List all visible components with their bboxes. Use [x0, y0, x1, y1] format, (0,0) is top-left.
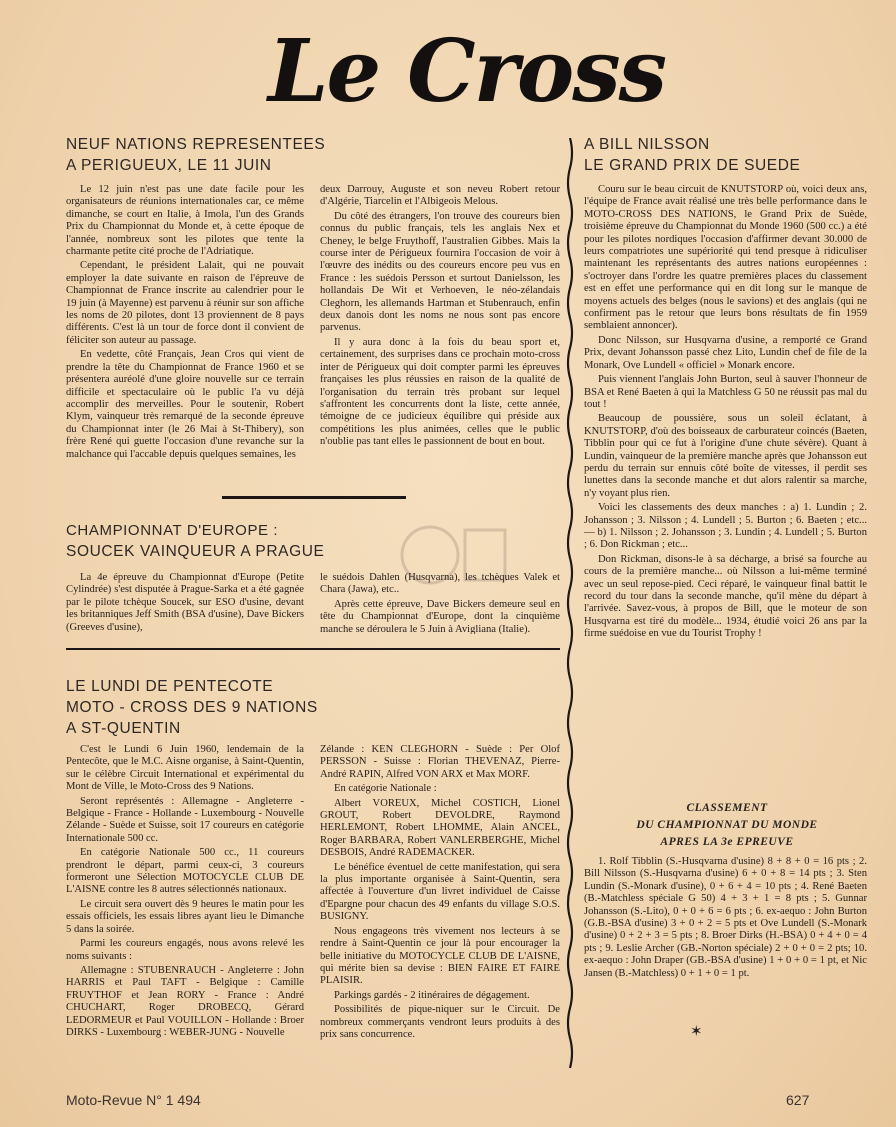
paragraph: Le 12 juin n'est pas une date facile pour les organisateurs de réunions internationales car, ce même dimanche, se court en Italie, à Imola, l'un des Grands Prix du Championnat du Monde et, à cette époque de l'année, nombreux sont les pilotes que tente la charmante petite cité proche de l'Adriatique.: [66, 184, 304, 258]
paragraph: Seront représentés : Allemagne - Angleterre - Belgique - France - Hollande - Luxembourg - Nouvelle Zélande - Suède et Suisse, soit 17 coureurs en catégorie Internationale 500 cc.: [66, 795, 304, 844]
paragraph: Le circuit sera ouvert dès 9 heures le matin pour les essais officiels, les essais libres ayant lieu le Dimanche 5 dans la soirée.: [66, 898, 304, 935]
section-divider: [66, 648, 560, 650]
paragraph: Possibilités de pique-niquer sur le Circuit. De nombreux commerçants vendront leurs produits à des prix sans concurrence.: [320, 1004, 560, 1040]
paragraph: Il y aura donc à la fois du beau sport et, certainement, des surprises dans ce prochain moto-cross inter de Périgueux qui doit compter parmi les épreuves françaises les plus réussies en raison de la qualité de l'organisation du terrain très probant sur lequel s'affrontent les concurrents dont la liste, cette année, témoigne de ce judicieux équilibre qui préside aux compétitions les plus animées, celles que le public n'oublie pas tant elles le passionnent de bout en bout.: [320, 336, 560, 448]
article2-column2: [320, 572, 560, 634]
article1-column2: [320, 184, 560, 480]
article4-heading-line1: A BILL NILSSON: [584, 136, 710, 153]
paragraph: Donc Nilsson, sur Husqvarna d'usine, a remporté ce Grand Prix, devant Johansson passé chez Lito, Lundin chef de file de la Monark, Ove Lundell « officiel » Monark encore.: [584, 334, 867, 371]
article2-heading-line2: SOUCEK VAINQUEUR A PRAGUE: [66, 543, 325, 560]
column-divider: [563, 138, 577, 1068]
classement-results: [584, 856, 867, 1022]
article1-column1: [66, 184, 304, 480]
article3-heading-line2: MOTO - CROSS DES 9 NATIONS: [66, 699, 318, 716]
classement-heading-line1: CLASSEMENT: [686, 802, 768, 814]
paragraph: Parmi les coureurs engagés, nous avons relevé les noms suivants :: [66, 938, 304, 962]
paragraph: La 4e épreuve du Championnat d'Europe (Petite Cylindrée) s'est disputée à Prague-Sarka et a été gagnée par le pilote tchèque Soucek, sur ESO d'usine, devant les britanniques Jeff Smith (BSA d'usine), Dave Bickers (Greeves d'usine),: [66, 572, 304, 633]
paragraph: En vedette, côté Français, Jean Cros qui vient de prendre la tête du Championnat de France 1960 et se présentera auréolé d'une gloire nouvelle sur ce terrain difficile et spectaculaire où le public l'a vu déjà accomplir des merveilles. Pour le soutenir, Robert Klym, vainqueur très remarqué de la seconde épreuve du Championnat inter (le 26 Mai à St-Thibery), son frère René qui guette l'occasion d'une revanche sur la malchance qui l'accable depuis quelques semaines, les: [66, 349, 304, 460]
article1-heading-line1: NEUF NATIONS REPRESENTEES: [66, 136, 326, 153]
classement-heading-line3: APRES LA 3e EPREUVE: [660, 836, 794, 848]
paragraph: Parkings gardés - 2 itinéraires de dégagement.: [334, 989, 530, 1001]
page-title: Le Cross: [268, 21, 666, 122]
paragraph: Après cette épreuve, Dave Bickers demeure seul en tête du Championnat d'Europe, dont la cinquième manche se déroulera le 5 Juin à Avigliana (Italie).: [320, 598, 560, 634]
paragraph: le suédois Dahlen (Husqvarna), les tchèques Valek et Chara (Jawa), etc..: [320, 572, 560, 596]
paragraph: 1. Rolf Tibblin (S.-Husqvarna d'usine) 8 + 8 + 0 = 16 pts ; 2. Bill Nilsson (S.-Husqvarna d'usine) 6 + 0 + 8 = 14 pts ; 3. Sten Lundin (S.-Monark d'usine), 0 + 6 + 4 = 10 pts ; 4. René Baeten (B.-Matchless spéciale G 50) 4 + 3 + 1 = 8 pts ; 5. Gunnar Johansson (S.-Lito), 0 + 0 + 6 = 6 pts ; 6. ex-aequo : John Burton (G.B.-BSA d'usine) 3 + 0 + 2 = 5 pts et Ove Lundell (S.-Monark d'usine) 0 + 2 + 3 = 5 pts ; 8. Broer Dirks (H.-BSA) 0 + 4 + 0 = 4 pts ; 9. Leslie Archer (GB.-Norton spéciale) 2 + 0 + 0 = 2 pts; 10. ex-aequo : John Draper (GB.-BSA d'usine) 1 + 0 + 0 = 1 pt, et Nic Jansen (B.-Matchless) 0 + 1 + 0 = 1 pt.: [584, 856, 867, 979]
article2-heading-line1: CHAMPIONNAT D'EUROPE :: [66, 522, 279, 539]
article4-heading-line2: LE GRAND PRIX DE SUEDE: [584, 157, 801, 174]
article3-heading-line1: LE LUNDI DE PENTECOTE: [66, 678, 274, 695]
paragraph: En catégorie Nationale :: [334, 783, 437, 795]
paragraph: Voici les classements des deux manches : a) 1. Lundin ; 2. Johansson ; 3. Nilsson ; 4. Lundell ; 5. Burton ; 6. Baeten ; etc... — b) 1. Nilsson ; 2. Johansson ; 3. Lundin ; 4. Lundell ; 5. Burton ; 6. Don Rickman ; etc...: [584, 502, 867, 551]
footer-publication: Moto-Revue N° 1 494: [66, 1092, 201, 1108]
star-icon: ✶: [690, 1024, 703, 1040]
paragraph: C'est le Lundi 6 Juin 1960, lendemain de la Pentecôte, que le M.C. Aisne organise, à Saint-Quentin, sur le célèbre Circuit International et expérimental du Mont de Ville, le Moto-Cross des 9 Nations.: [66, 744, 304, 793]
article4-column: [584, 184, 867, 794]
paragraph: deux Darrouy, Auguste et son neveu Robert retour d'Algérie, Tiarcelin et l'Albigeois Melous.: [320, 184, 560, 208]
article3-heading-line3: A ST-QUENTIN: [66, 720, 181, 737]
paragraph: Don Rickman, disons-le à sa décharge, a brisé sa fourche au cours de la première manche... où Nilsson a lui-même terminé avec un seul repose-pied. Ceci réparé, le vainqueur final battit le record du tour dans la seconde manche, qu'il mène du départ à l'arrivée. Savez-vous, à propos de Bill, que le moteur de son Husqvarna est tiré du modèle... 1934, étudié voici 26 ans par la firme suédoise en vue du Tourist Trophy !: [584, 553, 867, 640]
article2-column1: [66, 572, 304, 634]
paragraph: Le bénéfice éventuel de cette manifestation, qui sera la plus importante organisée à Saint-Quentin, sera affectée à l'ouverture d'un livret individuel de Caisse d'Epargne pour chacun des 49 enfants du village S.O.S. BUSIGNY.: [320, 861, 560, 923]
paragraph: En catégorie Nationale 500 cc., 11 coureurs prendront le départ, parmi ceux-ci, 3 coureurs formeront une Sélection MOTOCYCLE CLUB DE L'AISNE contre les 8 autres sélectionnés nationaux.: [66, 847, 304, 896]
article1-heading-line2: A PERIGUEUX, LE 11 JUIN: [66, 157, 272, 174]
paragraph: Nous engageons très vivement nos lecteurs à se rendre à Saint-Quentin ce jour là pour encourager la belle initiative du MOTOCYCLE CLUB DE L'AISNE, qui mérite bien sa devise : BIEN FAIRE ET FAIRE PLAISIR.: [320, 925, 560, 987]
article3-column1: [66, 744, 304, 1062]
paragraph: Zélande : KEN CLEGHORN - Suède : Per Olof PERSSON - Suisse : Florian THEVENAZ, Pierre-André RAPIN, Alfred VON ARX et Max MORF.: [320, 744, 560, 780]
article3-column2: [320, 744, 560, 1062]
paragraph: Allemagne : STUBENRAUCH - Angleterre : John HARRIS et Paul TAFT - Belgique : Camille FRUYTHOF et Jean RORY - France : André CHUCHART, Roger DROBECQ, Gérard LEDORMEUR et Paul VOUILLON - Hollande : Broer DIRKS - Luxembourg : WEBER-JUNG - Nouvelle: [66, 964, 304, 1038]
paragraph: Couru sur le beau circuit de KNUTSTORP où, voici deux ans, l'équipe de France avait réalisé une très belle performance dans le MOTO-CROSS DES NATIONS, le Grand Prix de Suède, troisième épreuve du Championnat du Monde 1960 (500 cc.) a été pour les pilotes nordiques l'occasion d'affirmer devant 30.000 de leurs compatriotes une supériorité qui tend presque à ridiculiser maintenant les représentants des autres nations européennes : s'octroyer dans l'ordre les quatre premières places du classement est en effet une performance qui en dit long sur le manque de moyens actuels des belges (nous le savions) et des anglais (qui ne confirment pas le retour que leurs bons résultats de fin 1959 semblaient annoncer).: [584, 184, 867, 332]
paragraph: Beaucoup de poussière, sous un soleil éclatant, à KNUTSTORP, d'où des boisseaux de carburateur coincés (Baeten, Tibblin pour qui ce fut à l'origine d'une chute sévère). Quant à Lundin, vainqueur de la première manche après que Johansson eut perdu du terrain sur ennuis côté boîte de vitesses, il perdit ses lunettes dans la seconde manche et dut alors ralentir sa marche, n'y voyant plus rien.: [584, 413, 867, 499]
paragraph: Cependant, le président Lalait, qui ne pouvait employer la date suivante en raison de l'épreuve de Championnat de France inscrite au calendrier pour le 19 juin (à Mayenne) est parvenu à réunir sur son affiche les noms de 20 pilotes, dont 13 proviennent de 8 pays différents. C'est là un tour de force dont il convient de féliciter son auteur au passage.: [66, 260, 304, 346]
paragraph: Puis viennent l'anglais John Burton, seul à sauver l'honneur de BSA et René Baeten à qui la Matchless G 50 ne réussit pas mal du tout !: [584, 374, 867, 410]
paragraph: Albert VOREUX, Michel COSTICH, Lionel GROUT, Robert DEVOLDRE, Raymond HERLEMONT, Robert LHOMME, Alain ANCEL, Roger BARBARA, Robert VANLERBERGHE, Michel DESBOIS, André RADEMACKER.: [320, 797, 560, 859]
footer-page-number: 627: [786, 1092, 810, 1108]
section-divider: [222, 496, 406, 499]
classement-heading-line2: DU CHAMPIONNAT DU MONDE: [636, 819, 818, 831]
paragraph: Du côté des étrangers, l'on trouve des coureurs bien connus du public français, tels les anglais Nex et Cheney, le belge Fruythoff, l'australien Gibbes. Mais la course inter de Périgueux fournira l'occasion de voir à l'œuvre des inédits ou des coureurs encore peu vus en France : les suédois Persson et surtout Danielsson, les hollandais De Wit et Verhoeven, le néo-zélandais Cleghorn, les allemands Hartman et Stubenrauch, enfin deux danois dont les noms ne nous sont pas encore parvenus.: [320, 210, 560, 334]
